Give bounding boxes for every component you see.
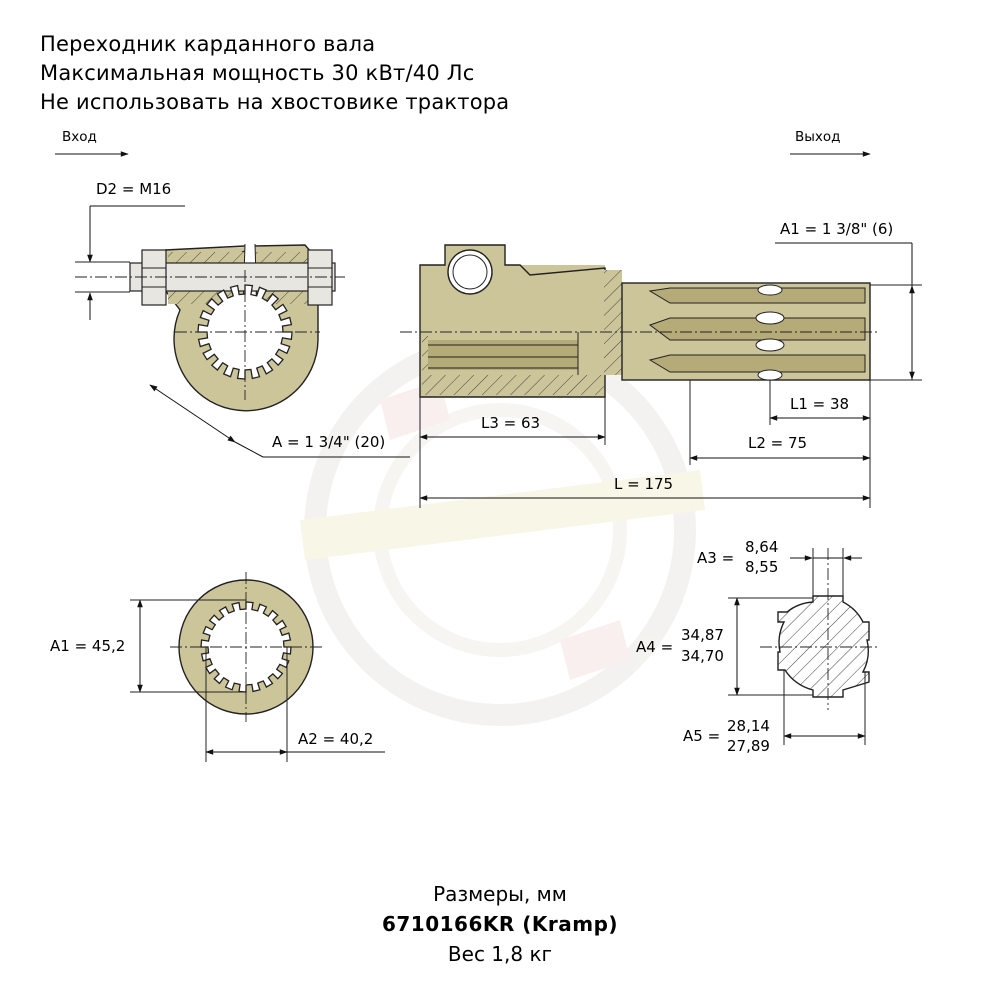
units-caption: Размеры, мм: [433, 882, 567, 906]
a3-label: A3 =: [697, 549, 735, 567]
clamp-end-view: [75, 240, 345, 411]
ring-end-view: [170, 572, 322, 722]
output-label: Выход: [795, 129, 841, 145]
d2-label: D2 = M16: [96, 180, 172, 198]
a2-ring-label: A2 = 40,2: [298, 730, 374, 748]
adapter-side-view: [400, 245, 880, 397]
l2-label: L2 = 75: [748, 434, 808, 452]
a4-max: 34,87: [681, 626, 724, 644]
l-total-label: L = 175: [614, 475, 674, 493]
a5-max: 28,14: [727, 717, 770, 735]
a3-min: 8,55: [745, 558, 779, 576]
lug-hole: [448, 250, 492, 294]
a5-label: A5 =: [683, 727, 721, 745]
bolt-head: [142, 250, 166, 305]
a1-ring-label: A1 = 45,2: [50, 637, 126, 655]
watermark-logo: [300, 345, 705, 715]
a4-label: A4 =: [636, 638, 674, 656]
l3-label: L3 = 63: [481, 414, 541, 432]
title-line-1: Переходник карданного вала: [40, 32, 376, 56]
weight-caption: Вес 1,8 кг: [447, 942, 553, 966]
a4-min: 34,70: [681, 647, 724, 665]
shaft-section-profile: [778, 596, 869, 697]
input-label: Вход: [62, 129, 97, 145]
a-bore-label: A = 1 3/4" (20): [272, 433, 386, 451]
title-line-3: Не использовать на хвостовике трактора: [40, 90, 510, 114]
title-line-2: Максимальная мощность 30 кВт/40 Лс: [40, 61, 475, 85]
a3-max: 8,64: [745, 538, 779, 556]
a5-min: 27,89: [727, 737, 770, 755]
a1-shaft-label: A1 = 1 3/8" (6): [780, 220, 894, 238]
nut: [308, 250, 332, 305]
part-number: 6710166KR (Kramp): [381, 912, 619, 936]
l1-label: L1 = 38: [790, 395, 850, 413]
